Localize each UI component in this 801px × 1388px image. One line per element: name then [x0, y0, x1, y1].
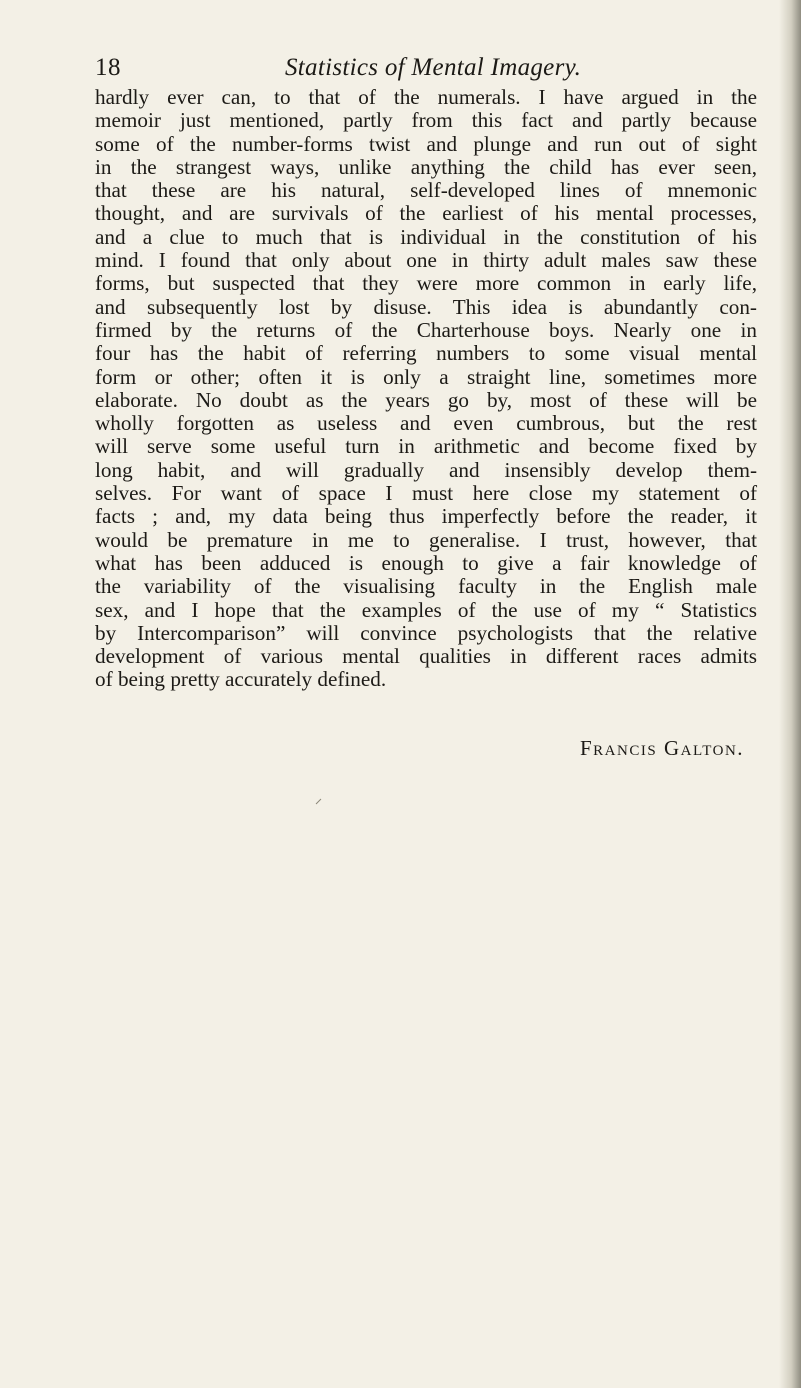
text-line: forms, but suspected that they were more common in early life, [95, 271, 757, 296]
text-line: mind. I found that only about one in thirty adult males saw these [95, 248, 757, 273]
page-header [95, 48, 755, 88]
text-line: that these are his natural, self-developed lines of mnemonic [95, 178, 757, 203]
text-line: memoir just mentioned, partly from this fact and partly because [95, 108, 757, 133]
stray-mark [316, 799, 322, 805]
text-line: firmed by the returns of the Charterhouse boys. Nearly one in [95, 317, 757, 342]
running-title: Statistics of Mental Imagery. [285, 54, 582, 81]
text-line: long habit, and will gradually and insensibly develop them- [95, 457, 757, 482]
text-line: hardly ever can, to that of the numerals. I have argued in the [95, 85, 757, 109]
text-line: the variability of the visualising faculty in the English male [95, 574, 757, 599]
text-line: sex, and I hope that the examples of the use of my “ Statistics [95, 597, 757, 622]
text-line: would be premature in me to generalise. I trust, however, that [95, 527, 757, 552]
text-line: development of various mental qualities in different races admits [95, 644, 757, 669]
text-line: by Intercomparison” will convince psychologists that the relative [95, 620, 757, 645]
text-line: selves. For want of space I must here close my statement of [95, 481, 757, 506]
text-line: some of the number-forms twist and plunge and run out of sight [95, 131, 757, 156]
text-line: what has been adduced is enough to give a fair knowledge of [95, 550, 757, 575]
body-text [95, 86, 757, 692]
text-line: in the strangest ways, unlike anything the child has ever seen, [95, 154, 757, 179]
text-line: wholly forgotten as useless and even cumbrous, but the rest [95, 411, 757, 436]
text-line: facts ; and, my data being thus imperfectly before the reader, it [95, 504, 757, 529]
text-line: of being pretty accurately defined. [95, 667, 387, 692]
text-line: and subsequently lost by disuse. This idea is abundantly con- [95, 294, 757, 319]
page-edge-shadow [779, 0, 801, 1388]
text-line: elaborate. No doubt as the years go by, most of these will be [95, 387, 757, 412]
text-line: will serve some useful turn in arithmetic and become fixed by [95, 434, 757, 459]
text-line: four has the habit of referring numbers to some visual mental [95, 341, 757, 366]
text-line: and a clue to much that is individual in the constitution of his [95, 224, 757, 249]
author-signature: Francis Galton. [580, 736, 745, 760]
page-number: 18 [95, 54, 121, 81]
text-line: thought, and are survivals of the earliest of his mental processes, [95, 201, 757, 226]
text-line: form or other; often it is only a straight line, sometimes more [95, 364, 757, 389]
